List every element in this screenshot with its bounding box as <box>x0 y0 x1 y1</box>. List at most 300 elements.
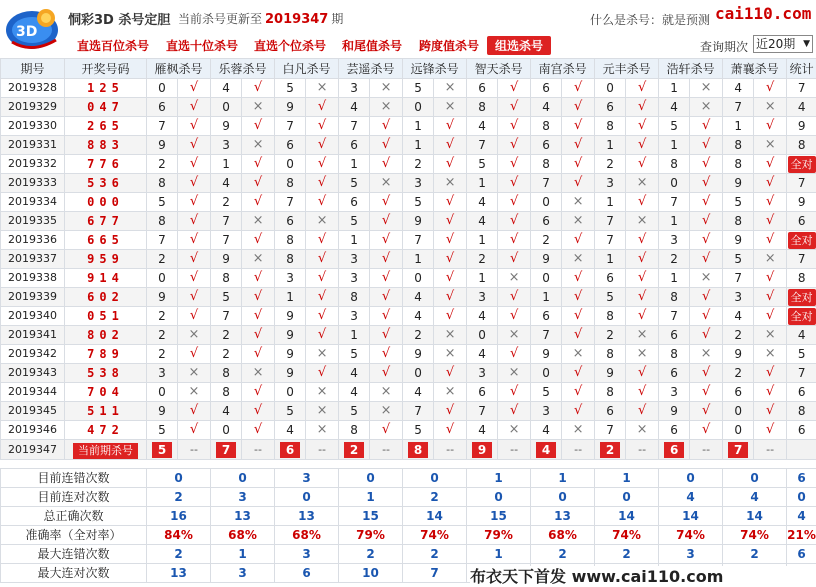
check-icon: √ <box>562 383 595 402</box>
kill-number-cell: 5 <box>147 193 178 212</box>
table-row <box>1 212 816 231</box>
kill-number-cell: 5 <box>339 212 370 231</box>
all-correct-badge: 全对 <box>788 232 816 249</box>
summary-value: 15 <box>339 507 403 526</box>
kill-number-cell: 7 <box>211 307 242 326</box>
kill-number-cell: 7 <box>531 326 562 345</box>
draw-number-cell: 802 <box>65 326 147 345</box>
kill-number-cell: 0 <box>147 79 178 98</box>
kill-number-cell: 3 <box>595 174 626 193</box>
kill-number-cell: 9 <box>275 364 306 383</box>
summary-label: 目前连错次数 <box>1 469 147 488</box>
summary-value: 68% <box>211 526 275 545</box>
summary-value: 0 <box>211 469 275 488</box>
summary-value: 74% <box>723 526 787 545</box>
kill-number-cell: 5 <box>339 174 370 193</box>
check-icon: √ <box>306 364 339 383</box>
check-icon: √ <box>370 136 403 155</box>
summary-value: 1 <box>211 545 275 564</box>
summary-value: 0 <box>723 469 787 488</box>
check-icon: √ <box>434 402 467 421</box>
site-logo[interactable]: cai110.com <box>715 4 812 23</box>
kill-number-cell: 4 <box>467 212 498 231</box>
kill-number-cell: 8 <box>595 117 626 136</box>
current-kill-cell <box>147 440 178 460</box>
kill-number-cell: 9 <box>275 326 306 345</box>
stat-cell <box>787 307 816 326</box>
cross-icon: × <box>754 136 787 155</box>
draw-number-cell: 051 <box>65 307 147 326</box>
period-cell: 2019345 <box>1 402 65 421</box>
draw-number-cell: 000 <box>65 193 147 212</box>
check-icon: √ <box>306 326 339 345</box>
kill-number-cell: 5 <box>659 117 690 136</box>
check-icon: √ <box>754 364 787 383</box>
kill-number-cell: 9 <box>531 345 562 364</box>
kill-number-cell: 2 <box>723 326 754 345</box>
kill-number-cell: 7 <box>531 174 562 193</box>
kill-number-cell: 5 <box>147 421 178 440</box>
summary-value: 3 <box>275 469 339 488</box>
check-icon: √ <box>178 193 211 212</box>
cross-icon: × <box>626 421 659 440</box>
summary-value: 7 <box>403 564 467 583</box>
summary-value: 74% <box>659 526 723 545</box>
check-icon: √ <box>562 98 595 117</box>
stat-cell: 7 <box>787 250 816 269</box>
check-icon: √ <box>562 288 595 307</box>
header <box>0 0 816 58</box>
nav-kuadu[interactable]: 跨度值杀号 <box>419 39 480 53</box>
kill-number-cell: 5 <box>403 193 434 212</box>
kill-number-cell: 4 <box>339 383 370 402</box>
draw-number-cell: 125 <box>65 79 147 98</box>
current-kill-number: 6 <box>664 442 684 458</box>
current-kill-cell <box>211 440 242 460</box>
check-icon: √ <box>370 326 403 345</box>
kill-number-cell: 1 <box>659 212 690 231</box>
kill-number-cell: 4 <box>467 307 498 326</box>
period-select-label: 查询期次 <box>700 40 749 54</box>
kill-number-cell: 2 <box>659 250 690 269</box>
update-suffix: 期 <box>331 12 344 26</box>
kill-number-cell: 8 <box>211 269 242 288</box>
kill-number-cell: 2 <box>211 326 242 345</box>
kill-number-table <box>0 58 816 460</box>
check-icon: √ <box>754 174 787 193</box>
kill-number-cell: 0 <box>211 421 242 440</box>
check-icon: √ <box>242 326 275 345</box>
update-status <box>178 10 343 27</box>
check-icon: √ <box>754 231 787 250</box>
summary-label: 准确率（全对率） <box>1 526 147 545</box>
kill-number-cell: 6 <box>659 326 690 345</box>
kill-number-cell: 1 <box>531 288 562 307</box>
check-icon: √ <box>690 402 723 421</box>
current-period-cell: 2019347 <box>1 440 65 460</box>
summary-value: 0 <box>339 469 403 488</box>
check-icon: √ <box>306 193 339 212</box>
stat-cell: 7 <box>787 364 816 383</box>
table-row <box>1 98 816 117</box>
current-kill-label: 当前期杀号 <box>73 443 138 459</box>
current-dash-cell: -- <box>434 440 467 460</box>
nav-baiwei[interactable]: 直选百位杀号 <box>77 39 150 53</box>
stat-cell: 6 <box>787 421 816 440</box>
cross-icon: × <box>242 136 275 155</box>
current-dash-cell: -- <box>690 440 723 460</box>
kill-number-cell: 5 <box>595 288 626 307</box>
period-cell: 2019330 <box>1 117 65 136</box>
table-row <box>1 326 816 345</box>
check-icon: √ <box>690 421 723 440</box>
check-icon: √ <box>306 155 339 174</box>
kill-number-cell: 7 <box>339 117 370 136</box>
kill-number-cell: 0 <box>403 364 434 383</box>
draw-number-cell: 776 <box>65 155 147 174</box>
stat-cell: 5 <box>787 345 816 364</box>
period-cell: 2019331 <box>1 136 65 155</box>
kill-number-cell: 9 <box>595 364 626 383</box>
summary-value: 1 <box>531 469 595 488</box>
summary-value: 0 <box>659 469 723 488</box>
current-kill-number: 9 <box>472 442 492 458</box>
kill-number-cell: 8 <box>531 117 562 136</box>
check-icon: √ <box>370 212 403 231</box>
kill-number-cell: 3 <box>339 79 370 98</box>
kill-number-cell: 3 <box>723 288 754 307</box>
summary-value: 6 <box>787 469 816 488</box>
kill-number-cell: 3 <box>275 269 306 288</box>
cross-icon: × <box>498 364 531 383</box>
check-icon: √ <box>498 402 531 421</box>
kill-number-cell: 1 <box>659 79 690 98</box>
kill-number-cell: 6 <box>339 136 370 155</box>
check-icon: √ <box>562 136 595 155</box>
summary-value: 3 <box>211 488 275 507</box>
summary-value: 2 <box>403 488 467 507</box>
stat-cell: 8 <box>787 269 816 288</box>
kill-number-cell: 8 <box>275 250 306 269</box>
kill-number-cell: 1 <box>467 269 498 288</box>
check-icon: √ <box>626 155 659 174</box>
kill-number-cell: 1 <box>403 117 434 136</box>
update-prefix: 当前杀号更新至 <box>178 12 263 26</box>
kill-number-cell: 6 <box>595 269 626 288</box>
check-icon: √ <box>306 174 339 193</box>
stat-cell <box>787 288 816 307</box>
check-icon: √ <box>690 212 723 231</box>
check-icon: √ <box>434 250 467 269</box>
kill-number-cell: 9 <box>147 288 178 307</box>
kill-number-cell: 9 <box>723 231 754 250</box>
current-dash-cell: -- <box>178 440 211 460</box>
table-row <box>1 155 816 174</box>
check-icon: √ <box>306 269 339 288</box>
summary-value: 79% <box>467 526 531 545</box>
cross-icon: × <box>498 269 531 288</box>
summary-value: 14 <box>403 507 467 526</box>
period-cell: 2019333 <box>1 174 65 193</box>
nav-hewei[interactable]: 和尾值杀号 <box>342 39 403 53</box>
kill-number-cell: 5 <box>339 402 370 421</box>
kill-number-cell: 1 <box>723 117 754 136</box>
kill-number-cell: 2 <box>147 345 178 364</box>
current-stat-cell <box>787 440 816 460</box>
nav-gewei[interactable]: 直选个位杀号 <box>254 39 327 53</box>
col-header-expert: 智天杀号 <box>467 59 531 79</box>
stat-cell: 6 <box>787 383 816 402</box>
kill-number-cell: 7 <box>147 231 178 250</box>
check-icon: √ <box>562 155 595 174</box>
col-header-stat: 统计 <box>787 59 816 79</box>
nav-zuxuan[interactable]: 组选杀号 <box>487 36 551 55</box>
kill-number-cell: 0 <box>403 98 434 117</box>
check-icon: √ <box>370 155 403 174</box>
kill-number-cell: 7 <box>595 212 626 231</box>
kill-number-cell: 6 <box>147 98 178 117</box>
summary-value: 0 <box>467 488 531 507</box>
check-icon: √ <box>306 98 339 117</box>
kill-number-cell: 8 <box>211 383 242 402</box>
summary-value: 14 <box>595 507 659 526</box>
summary-value: 4 <box>659 488 723 507</box>
draw-number-cell: 959 <box>65 250 147 269</box>
draw-number-cell: 789 <box>65 345 147 364</box>
table-row <box>1 117 816 136</box>
check-icon: √ <box>498 174 531 193</box>
kill-number-cell: 1 <box>595 193 626 212</box>
kill-number-cell: 3 <box>339 269 370 288</box>
summary-value: 10 <box>339 564 403 583</box>
cross-icon: × <box>370 98 403 117</box>
summary-label: 总正确次数 <box>1 507 147 526</box>
check-icon: √ <box>754 421 787 440</box>
kill-number-cell: 7 <box>595 421 626 440</box>
kill-number-cell: 2 <box>147 307 178 326</box>
check-icon: √ <box>562 174 595 193</box>
kill-number-cell: 5 <box>467 155 498 174</box>
check-icon: √ <box>498 136 531 155</box>
table-row <box>1 231 816 250</box>
summary-value: 0 <box>787 488 816 507</box>
check-icon: √ <box>754 79 787 98</box>
kill-number-cell: 8 <box>659 288 690 307</box>
check-icon: √ <box>178 212 211 231</box>
kill-number-cell: 8 <box>467 98 498 117</box>
kill-number-cell: 8 <box>147 174 178 193</box>
kill-number-cell: 2 <box>147 326 178 345</box>
kill-number-cell: 2 <box>595 326 626 345</box>
check-icon: √ <box>626 117 659 136</box>
summary-value: 4 <box>723 488 787 507</box>
summary-value: 0 <box>531 488 595 507</box>
summary-row <box>1 488 816 507</box>
summary-value: 84% <box>147 526 211 545</box>
table-row <box>1 421 816 440</box>
check-icon: √ <box>754 307 787 326</box>
kill-number-cell: 4 <box>467 345 498 364</box>
kill-number-cell: 8 <box>723 136 754 155</box>
check-icon: √ <box>434 364 467 383</box>
kill-number-cell: 2 <box>147 250 178 269</box>
summary-label: 最大连错次数 <box>1 545 147 564</box>
kill-number-cell: 2 <box>403 155 434 174</box>
footer-watermark: 布衣天下首发 www.cai110.com <box>470 566 816 587</box>
summary-value: 16 <box>147 507 211 526</box>
check-icon: √ <box>434 212 467 231</box>
period-cell: 2019341 <box>1 326 65 345</box>
cross-icon: × <box>370 174 403 193</box>
check-icon: √ <box>562 269 595 288</box>
table-row <box>1 288 816 307</box>
table-row <box>1 345 816 364</box>
cross-icon: × <box>562 193 595 212</box>
period-select-value: 近20期 <box>756 37 796 51</box>
check-icon: √ <box>690 288 723 307</box>
kill-number-cell: 3 <box>467 288 498 307</box>
summary-value: 13 <box>531 507 595 526</box>
kill-number-cell: 4 <box>339 98 370 117</box>
summary-value: 0 <box>403 469 467 488</box>
kill-number-cell: 8 <box>595 345 626 364</box>
cross-icon: × <box>434 174 467 193</box>
current-kill-cell <box>659 440 690 460</box>
cross-icon: × <box>498 421 531 440</box>
summary-row <box>1 526 816 545</box>
check-icon: √ <box>370 345 403 364</box>
summary-value: 13 <box>275 507 339 526</box>
summary-value: 1 <box>339 488 403 507</box>
kill-number-cell: 6 <box>275 212 306 231</box>
kill-number-cell: 4 <box>211 174 242 193</box>
kill-number-cell: 1 <box>339 231 370 250</box>
kill-number-cell: 3 <box>211 136 242 155</box>
draw-number-cell: 511 <box>65 402 147 421</box>
current-kill-cell <box>403 440 434 460</box>
check-icon: √ <box>498 117 531 136</box>
col-header-draw: 开奖号码 <box>65 59 147 79</box>
kill-number-cell: 4 <box>467 117 498 136</box>
check-icon: √ <box>306 117 339 136</box>
kill-number-cell: 6 <box>467 79 498 98</box>
stat-cell: 6 <box>787 212 816 231</box>
check-icon: √ <box>434 421 467 440</box>
kill-number-cell: 4 <box>403 288 434 307</box>
check-icon: √ <box>754 155 787 174</box>
cross-icon: × <box>626 326 659 345</box>
kill-number-cell: 4 <box>211 402 242 421</box>
kill-number-cell: 7 <box>403 402 434 421</box>
cross-icon: × <box>562 345 595 364</box>
all-correct-badge: 全对 <box>788 156 816 173</box>
kill-number-cell: 2 <box>147 155 178 174</box>
check-icon: √ <box>754 288 787 307</box>
check-icon: √ <box>178 345 211 364</box>
stat-cell <box>787 155 816 174</box>
kill-number-cell: 1 <box>403 250 434 269</box>
summary-value: 3 <box>275 545 339 564</box>
period-cell: 2019336 <box>1 231 65 250</box>
col-header-expert: 雁枫杀号 <box>147 59 211 79</box>
current-kill-number: 2 <box>344 442 364 458</box>
check-icon: √ <box>626 364 659 383</box>
stat-cell: 4 <box>787 326 816 345</box>
kill-number-cell: 8 <box>531 155 562 174</box>
kill-number-cell: 6 <box>531 79 562 98</box>
check-icon: √ <box>690 383 723 402</box>
kill-number-cell: 3 <box>659 383 690 402</box>
kill-number-cell: 9 <box>147 402 178 421</box>
cross-icon: × <box>562 421 595 440</box>
check-icon: √ <box>370 288 403 307</box>
check-icon: √ <box>562 231 595 250</box>
check-icon: √ <box>306 307 339 326</box>
cross-icon: × <box>626 345 659 364</box>
draw-number-cell: 665 <box>65 231 147 250</box>
check-icon: √ <box>562 402 595 421</box>
cross-icon: × <box>498 326 531 345</box>
draw-number-cell: 265 <box>65 117 147 136</box>
col-header-expert: 乐蓉杀号 <box>211 59 275 79</box>
check-icon: √ <box>242 421 275 440</box>
update-period: 2019347 <box>265 12 329 27</box>
kill-number-cell: 8 <box>659 155 690 174</box>
summary-value: 2 <box>723 545 787 564</box>
cross-icon: × <box>434 98 467 117</box>
cross-icon: × <box>370 79 403 98</box>
cross-icon: × <box>434 326 467 345</box>
stat-cell <box>787 231 816 250</box>
kill-number-cell: 4 <box>275 421 306 440</box>
nav-shiwei[interactable]: 直选十位杀号 <box>166 39 239 53</box>
kill-number-cell: 7 <box>211 212 242 231</box>
check-icon: √ <box>754 193 787 212</box>
kill-number-cell: 1 <box>403 136 434 155</box>
check-icon: √ <box>434 307 467 326</box>
kill-number-cell: 8 <box>659 345 690 364</box>
current-kill-cell <box>275 440 306 460</box>
kill-number-cell: 0 <box>275 155 306 174</box>
kill-number-cell: 7 <box>147 117 178 136</box>
stat-cell: 9 <box>787 193 816 212</box>
draw-number-cell: 536 <box>65 174 147 193</box>
kill-number-cell: 4 <box>659 98 690 117</box>
kill-number-cell: 7 <box>659 307 690 326</box>
check-icon: √ <box>626 307 659 326</box>
check-icon: √ <box>242 345 275 364</box>
col-header-expert: 白凡杀号 <box>275 59 339 79</box>
draw-number-cell: 602 <box>65 288 147 307</box>
stat-cell: 9 <box>787 117 816 136</box>
kill-number-cell: 4 <box>723 307 754 326</box>
kill-number-cell: 7 <box>275 193 306 212</box>
kill-number-cell: 4 <box>723 79 754 98</box>
check-icon: √ <box>178 155 211 174</box>
kill-number-cell: 8 <box>275 174 306 193</box>
kill-number-cell: 0 <box>595 79 626 98</box>
kill-number-cell: 7 <box>275 117 306 136</box>
period-select[interactable] <box>753 35 813 53</box>
summary-value: 13 <box>147 564 211 583</box>
kill-number-cell: 8 <box>723 212 754 231</box>
cross-icon: × <box>434 383 467 402</box>
cross-icon: × <box>306 79 339 98</box>
kill-number-cell: 6 <box>723 383 754 402</box>
period-cell: 2019329 <box>1 98 65 117</box>
current-dash-cell: -- <box>754 440 787 460</box>
current-label-cell <box>65 440 147 460</box>
